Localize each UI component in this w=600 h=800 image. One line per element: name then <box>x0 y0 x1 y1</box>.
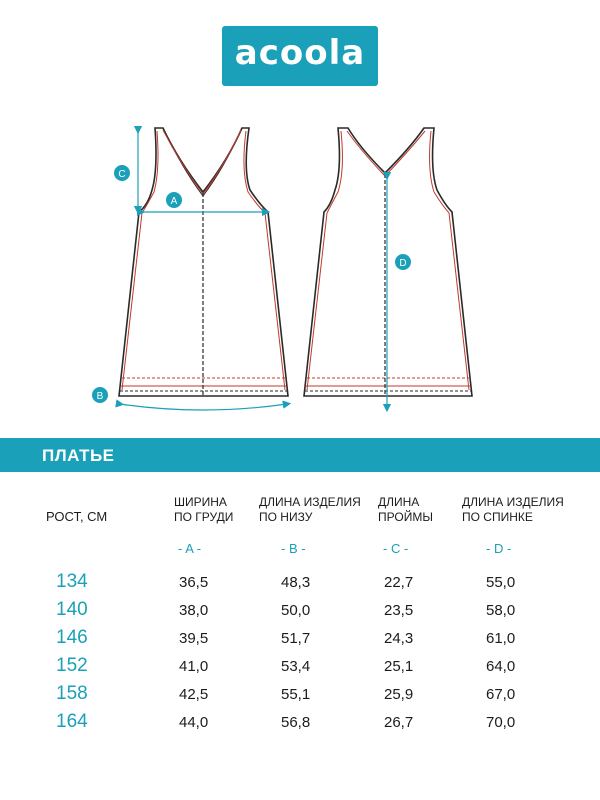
column-header-a <box>174 495 233 525</box>
column-header-d <box>462 495 564 525</box>
marker-b-label: B <box>96 391 104 402</box>
marker-c <box>114 165 130 181</box>
cell-d: 67,0 <box>486 686 516 703</box>
column-header-b-line2: ПО НИЗУ <box>259 510 313 524</box>
cell-b: 48,3 <box>281 574 311 591</box>
row-size: 146 <box>56 627 88 648</box>
marker-c-label: C <box>118 169 126 180</box>
growth-header: РОСТ, СМ <box>46 509 108 524</box>
column-code-c: - C - <box>383 541 409 556</box>
measure-b-line <box>120 404 287 410</box>
marker-a <box>166 192 182 208</box>
cell-c: 25,1 <box>384 658 414 675</box>
column-header-a-line2: ПО ГРУДИ <box>174 510 234 524</box>
cell-a: 44,0 <box>179 714 209 731</box>
back-outline <box>304 128 472 396</box>
cell-d: 70,0 <box>486 714 516 731</box>
row-size: 134 <box>56 571 88 592</box>
cell-c: 25,9 <box>384 686 414 703</box>
column-header-c-line1: ДЛИНА <box>378 495 420 509</box>
cell-a: 39,5 <box>179 630 209 647</box>
cell-a: 42,5 <box>179 686 209 703</box>
marker-b <box>92 387 108 403</box>
product-title: ПЛАТЬЕ <box>42 446 115 465</box>
column-header-d-line1: ДЛИНА ИЗДЕЛИЯ <box>462 495 564 509</box>
row-size: 152 <box>56 655 88 676</box>
table-row <box>0 571 600 599</box>
cell-b: 51,7 <box>281 630 311 647</box>
dress-diagram <box>0 100 600 430</box>
cell-c: 22,7 <box>384 574 414 591</box>
cell-d: 61,0 <box>486 630 516 647</box>
row-size: 164 <box>56 711 88 732</box>
cell-a: 36,5 <box>179 574 209 591</box>
column-header-c-line2: ПРОЙМЫ <box>378 510 433 524</box>
column-code-b: - B - <box>281 541 306 556</box>
cell-b: 56,8 <box>281 714 311 731</box>
column-code-a: - A - <box>178 541 202 556</box>
column-code-d: - D - <box>486 541 512 556</box>
row-size: 158 <box>56 683 88 704</box>
cell-a: 38,0 <box>179 602 209 619</box>
column-header-b-line1: ДЛИНА ИЗДЕЛИЯ <box>259 495 361 509</box>
brand-logo <box>222 26 378 86</box>
marker-d-label: D <box>399 258 407 269</box>
table-row <box>0 655 600 683</box>
table-row <box>0 711 600 739</box>
dress-front-view <box>119 128 288 410</box>
column-header-c <box>378 495 433 525</box>
column-header-b <box>259 495 361 525</box>
cell-b: 53,4 <box>281 658 311 675</box>
cell-c: 24,3 <box>384 630 414 647</box>
cell-d: 58,0 <box>486 602 516 619</box>
cell-a: 41,0 <box>179 658 209 675</box>
table-row <box>0 627 600 655</box>
cell-c: 23,5 <box>384 602 414 619</box>
marker-a-label: A <box>170 196 178 207</box>
cell-c: 26,7 <box>384 714 414 731</box>
row-size: 140 <box>56 599 88 620</box>
column-header-a-line1: ШИРИНА <box>174 495 227 509</box>
brand-logo-text: acoola <box>234 33 366 73</box>
cell-b: 50,0 <box>281 602 311 619</box>
column-header-d-line2: ПО СПИНКЕ <box>462 510 533 524</box>
marker-d <box>395 254 411 270</box>
table-row <box>0 599 600 627</box>
cell-b: 55,1 <box>281 686 311 703</box>
cell-d: 55,0 <box>486 574 516 591</box>
table-row <box>0 683 600 711</box>
cell-d: 64,0 <box>486 658 516 675</box>
dress-back-view <box>304 128 472 408</box>
title-band <box>0 438 600 472</box>
